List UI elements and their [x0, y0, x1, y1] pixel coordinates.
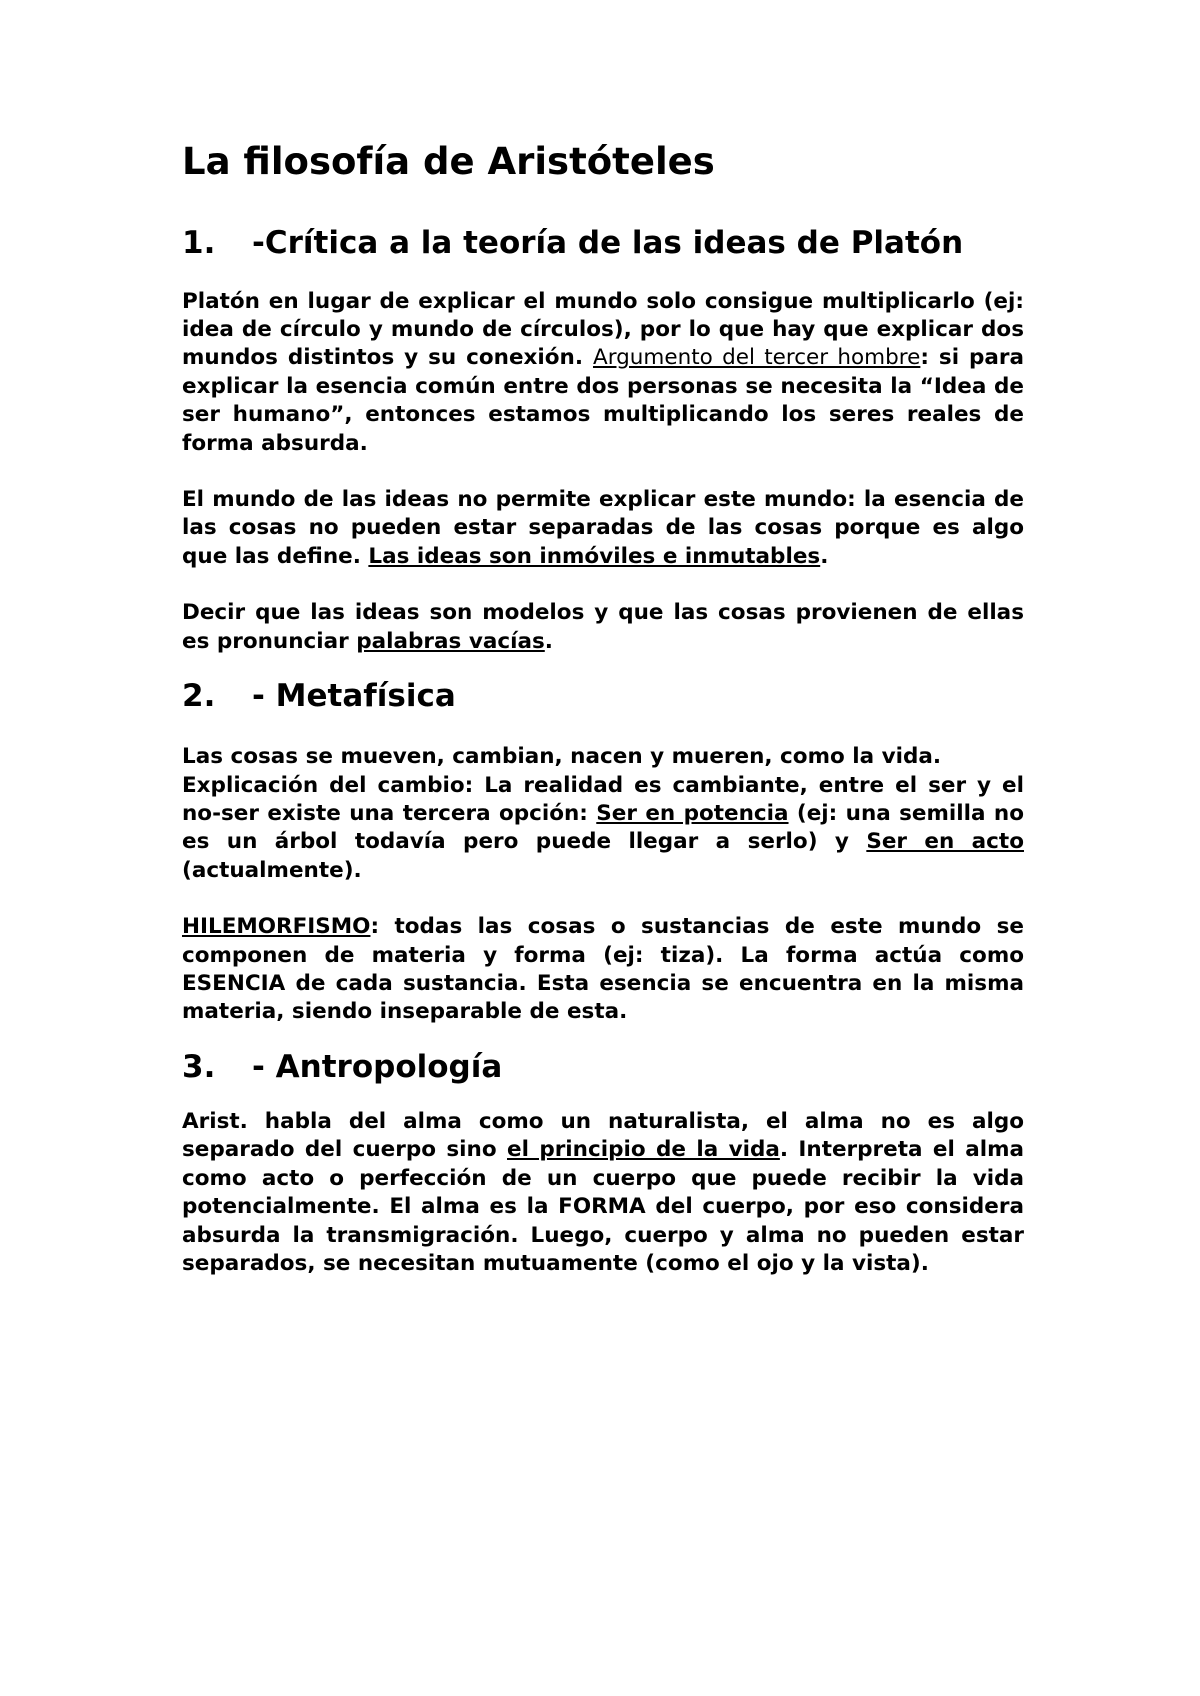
paragraph-text: (ej: una semilla no es un árbol todavía pero puede llegar a serlo) y	[182, 801, 1024, 855]
document-title: La filosofía de Aristóteles	[182, 140, 715, 183]
section-number: 3.	[182, 1048, 216, 1085]
term-tercer-hombre: Argumento del tercer hombre	[592, 345, 921, 371]
paragraph-text: : todas las cosas o sustancias de este mundo se componen de materia y forma (ej: tiza). La forma actúa como ESENCIA de cada sustancia. Esta esencia se encuentra en la misma materia, siendo inseparable de esta.	[182, 914, 1024, 1025]
paragraph-hilemorfismo	[182, 913, 1024, 1027]
paragraph-text: (actualmente).	[182, 857, 362, 883]
term-hilemorfismo: HILEMORFISMO	[182, 914, 371, 940]
paragraph-text: El mundo de las ideas no permite explicar este mundo: la esencia de las cosas no pueden estar separadas de las cosas porque es algo que las define.	[182, 487, 1024, 569]
section-title: - Antropología	[252, 1048, 503, 1085]
section-heading-critica	[182, 225, 1024, 262]
paragraph-cambio	[182, 743, 1024, 885]
section-number: 1.	[182, 225, 216, 262]
term-ser-en-potencia: Ser en potencia	[596, 801, 789, 827]
paragraph-alma	[182, 1108, 1024, 1278]
paragraph-text: Decir que las ideas son modelos y que las cosas provienen de ellas es pronunciar	[182, 600, 1024, 654]
paragraph-text: . Interpreta el alma como acto o perfección de un cuerpo que puede recibir la vida potencialmente. El alma es la FORMA del cuerpo, por eso considera absurda la transmigración. Luego, cuerpo y alma no pueden estar separados, se necesitan mutuamente (como el ojo y la vista).	[182, 1137, 1024, 1277]
section-heading-metafisica	[182, 678, 1024, 715]
underlined-phrase: palabras vacías	[356, 628, 545, 654]
section-title: - Metafísica	[252, 678, 456, 715]
paragraph-text: Platón en lugar de explicar el mundo solo consigue multiplicarlo (ej: idea de círculo y mundo de círculos), por lo que hay que explicar dos mundos distintos y su conexión.	[182, 288, 1024, 371]
underlined-phrase: el principio de la vida	[507, 1137, 780, 1163]
paragraph-text: : si para explicar la esencia común entre dos personas se necesita la “Idea de ser humano”, entonces estamos multiplicando los seres reales de forma absurda.	[182, 345, 1025, 456]
paragraph-platon-critique	[182, 288, 1024, 458]
section-heading-antropologia	[182, 1049, 1024, 1086]
paragraph-mundo-ideas	[182, 486, 1024, 571]
paragraph-text: .	[544, 628, 553, 654]
term-ser-en-acto: Ser en acto	[866, 829, 1024, 855]
paragraph-text: Arist. habla del alma como un naturalista, el alma no es algo separado del cuerpo sino	[182, 1109, 1024, 1163]
paragraph-modelos	[182, 599, 1024, 656]
paragraph-text: Explicación del cambio: La realidad es cambiante, entre el ser y el no-ser existe una tercera opción:	[182, 772, 1024, 827]
underlined-phrase: Las ideas son inmóviles e inmutables	[368, 543, 821, 569]
section-number: 2.	[182, 678, 216, 715]
document-page	[182, 140, 1024, 1279]
section-title: -Crítica a la teoría de las ideas de Platón	[252, 225, 964, 262]
paragraph-text: .	[820, 543, 829, 569]
paragraph-text: Las cosas se mueven, cambian, nacen y mueren, como la vida.	[182, 744, 942, 770]
